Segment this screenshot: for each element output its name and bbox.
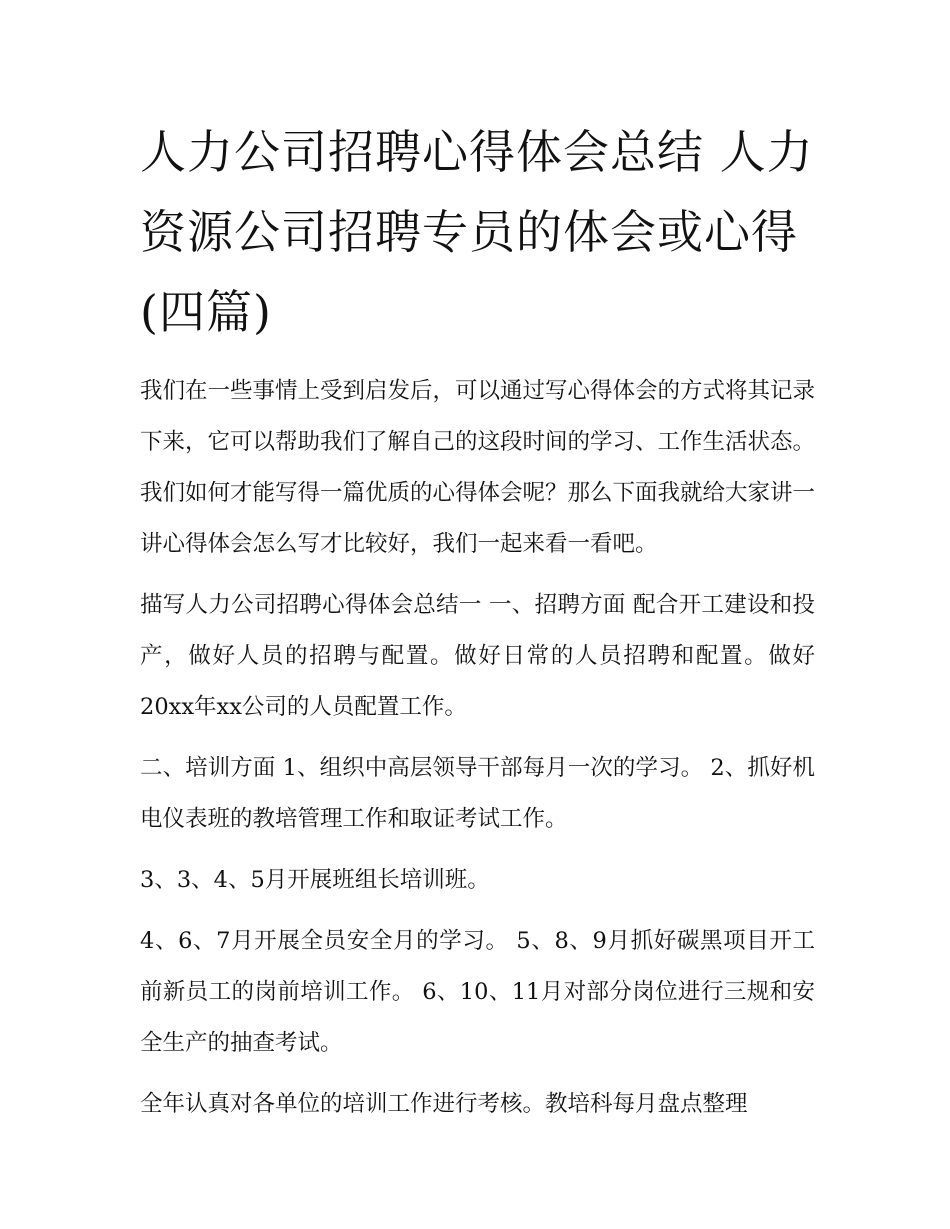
paragraph-team-leader-training: 3、3、4、5月开展班组长培训班。: [140, 867, 490, 893]
paragraph-assessment: 全年认真对各单位的培训工作进行考核。教培科每月盘点整理: [140, 1091, 748, 1117]
paragraph-training: 二、培训方面 1、组织中高层领导干部每月一次的学习。 2、抓好机电仪表班的教培管理工作和取证考试工作。: [140, 755, 815, 832]
paragraph-safety-month: 4、6、7月开展全员安全月的学习。 5、8、9月抓好碳黑项目开工前新员工的岗前培训工作。 6、10、11月对部分岗位进行三规和安全生产的抽查考试。: [140, 928, 815, 1056]
document-body: [140, 112, 815, 1130]
paragraph-recruitment: 描写人力公司招聘心得体会总结一 一、招聘方面 配合开工建设和投产，做好人员的招聘与配置。做好日常的人员招聘和配置。做好20xx年xx公司的人员配置工作。: [140, 592, 815, 720]
document-title: 人力公司招聘心得体会总结 人力资源公司招聘专员的体会或心得(四篇): [140, 125, 814, 339]
paragraph-intro: 我们在一些事情上受到启发后，可以通过写心得体会的方式将其记录下来，它可以帮助我们了解自己的这段时间的学习、工作生活状态。我们如何才能写得一篇优质的心得体会呢？那么下面我就给大家讲一讲心得体会怎么写才比较好，我们一起来看一看吧。: [140, 378, 816, 557]
